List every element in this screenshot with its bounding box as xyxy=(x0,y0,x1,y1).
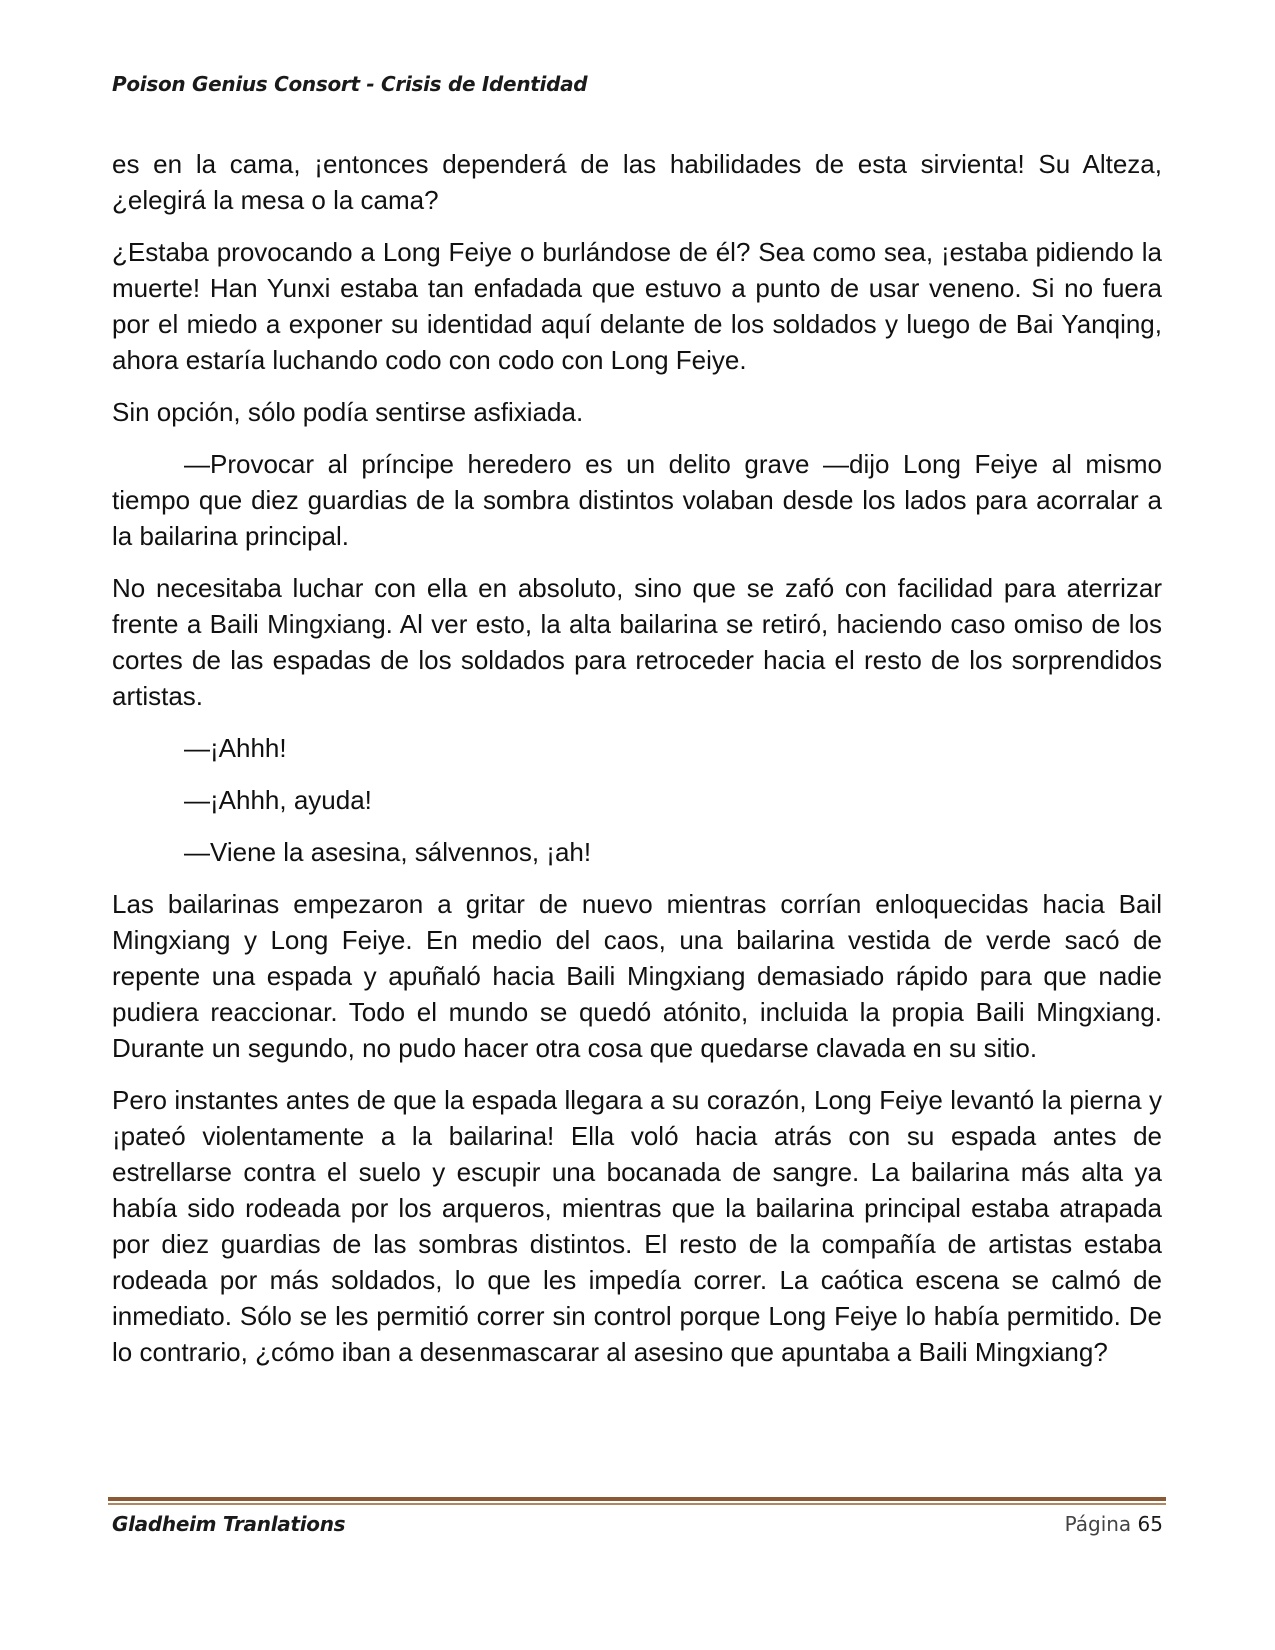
dialogue-paragraph: —¡Ahhh! xyxy=(184,733,287,763)
paragraph: Las bailarinas empezaron a gritar de nuevo mientras corrían enloquecidas hacia Bail Mingxiang y Long Feiye. En medio del caos, una bailarina vestida de verde sacó de repente una espada y apuñaló hacia Baili Mingxiang demasiado rápido para que nadie pudiera reaccionar. Todo el mundo se quedó atónito, incluida la propia Baili Mingxiang. Durante un segundo, no pudo hacer otra cosa que quedarse clavada en su sitio. xyxy=(112,889,1162,1063)
paragraph: Pero instantes antes de que la espada llegara a su corazón, Long Feiye levantó la pierna y ¡pateó violentamente a la bailarina! Ella voló hacia atrás con su espada antes de estrellarse contra el suelo y escupir una bocanada de sangre. La bailarina más alta ya había sido rodeada por los arqueros, mientras que la bailarina principal estaba atrapada por diez guardias de las sombras distintos. El resto de la compañía de artistas estaba rodeada por más soldados, lo que les impedía correr. La caótica escena se calmó de inmediato. Sólo se les permitió correr sin control porque Long Feiye lo había permitido. De lo contrario, ¿cómo iban a desenmascarar al asesino que apuntaba a Baili Mingxiang? xyxy=(112,1085,1162,1367)
running-header-title: Poison Genius Consort - Crisis de Identidad xyxy=(112,72,588,96)
dialogue-paragraph: —Viene la asesina, sálvennos, ¡ah! xyxy=(184,837,592,867)
paragraph: ¿Estaba provocando a Long Feiye o burlándose de él? Sea como sea, ¡estaba pidiendo la muerte! Han Yunxi estaba tan enfadada que estuvo a punto de usar veneno. Si no fuera por el miedo a exponer su identidad aquí delante de los soldados y luego de Bai Yanqing, ahora estaría luchando codo con codo con Long Feiye. xyxy=(112,237,1162,375)
paragraph: No necesitaba luchar con ella en absoluto, sino que se zafó con facilidad para aterrizar frente a Baili Mingxiang. Al ver esto, la alta bailarina se retiró, haciendo caso omiso de los cortes de las espadas de los soldados para retroceder hacia el resto de los sorprendidos artistas. xyxy=(112,573,1162,711)
footer-credit: Gladheim Tranlations xyxy=(112,1512,346,1536)
page-body xyxy=(112,146,1162,1386)
footer-divider xyxy=(108,1497,1166,1505)
page-label: Página xyxy=(1064,1512,1132,1536)
dialogue-paragraph: —¡Ahhh, ayuda! xyxy=(184,785,372,815)
page-number: 65 xyxy=(1137,1512,1163,1536)
dialogue-paragraph: —Provocar al príncipe heredero es un delito grave —dijo Long Feiye al mismo tiempo que diez guardias de la sombra distintos volaban desde los lados para acorralar a la bailarina principal. xyxy=(112,449,1162,551)
paragraph: es en la cama, ¡entonces dependerá de las habilidades de esta sirvienta! Su Alteza, ¿elegirá la mesa o la cama? xyxy=(112,149,1162,215)
page-number-block xyxy=(1065,1512,1163,1536)
paragraph: Sin opción, sólo podía sentirse asfixiada. xyxy=(112,397,584,427)
